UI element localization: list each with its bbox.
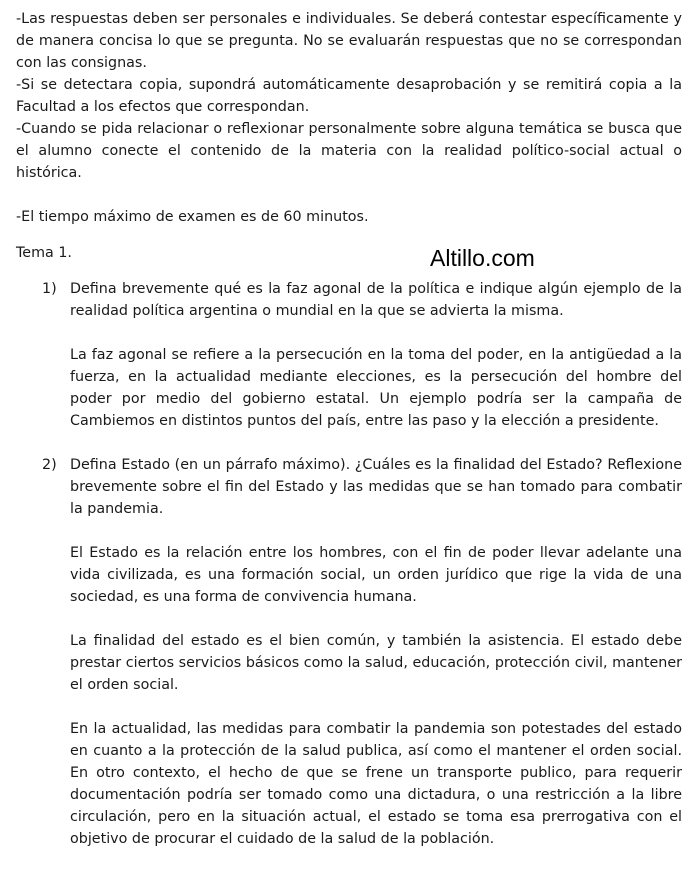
time-limit-note: -El tiempo máximo de examen es de 60 minutos.: [16, 209, 369, 225]
tema-heading: Tema 1.: [16, 245, 72, 261]
question-number: 1): [42, 281, 57, 297]
question-item-2: [16, 454, 682, 850]
answer-paragraph: En la actualidad, las medidas para combatir la pandemia son potestades del estado en cuanto a la protección de la salud publica, así como el mantener el orden social. En otro contexto, el hecho de que se frene un transporte publico, para requerir documentación podría ser tomado como una dictadura, o una restricción a la libre circulación, pero en la situación actual, el estado se toma esa prerrogativa con el objetivo de procurar el cuidado de la salud de la población.: [70, 721, 682, 847]
spacer: [16, 184, 682, 206]
instruction-3: -Cuando se pida relacionar o reflexionar personalmente sobre alguna temática se busca que el alumno conecte el contenido de la materia con la realidad político-social actual o histórica.: [16, 121, 682, 181]
instruction-2: -Si se detectara copia, supondrá automáticamente desaprobación y se remitirá copia a la Facultad a los efectos que correspondan.: [16, 77, 682, 115]
question-number: 2): [42, 457, 57, 473]
watermark: Altillo.com: [430, 245, 535, 271]
answer-paragraph: El Estado es la relación entre los hombres, con el fin de poder llevar adelante una vida civilizada, es una formación social, un orden jurídico que rige la vida de una sociedad, es una forma de convivencia humana.: [70, 545, 682, 605]
question-item-1: [16, 278, 682, 432]
instruction-1: -Las respuestas deben ser personales e individuales. Se deberá contestar específicamente y de manera concisa lo que se pregunta. No se evaluarán respuestas que no se correspondan con las consignas.: [16, 11, 682, 71]
question-list: [16, 278, 682, 850]
answer-paragraph: La finalidad del estado es el bien común, y también la asistencia. El estado debe prestar ciertos servicios básicos como la salud, educación, protección civil, mantener el orden social.: [70, 633, 682, 693]
answer-paragraph: La faz agonal se refiere a la persecución en la toma del poder, en la antigüedad a la fuerza, en la actualidad mediante elecciones, es la persecución del hombre del poder por medio del gobierno estatal. Un ejemplo podría ser la campaña de Cambiemos en distintos puntos del país, entre las paso y la elección a presidente.: [70, 347, 682, 429]
question-text: Defina Estado (en un párrafo máximo). ¿Cuáles es la finalidad del Estado? Reflexione brevemente sobre el fin del Estado y las medidas que se han tomado para combatir la pandemia.: [70, 457, 682, 517]
document-body: [16, 8, 682, 850]
question-text: Defina brevemente qué es la faz agonal de la política e indique algún ejemplo de la realidad política argentina o mundial en la que se advierta la misma.: [70, 281, 682, 319]
